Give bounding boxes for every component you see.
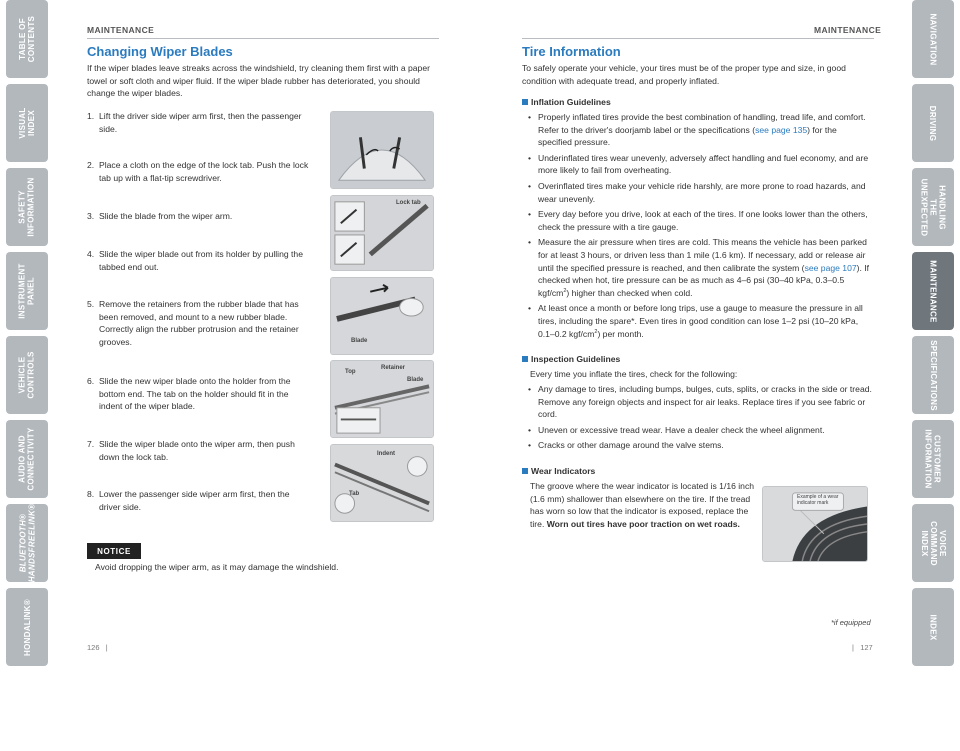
wiper-step-7: 7. Slide the wiper blade onto the wiper arm, then push down the lock tab. [87,439,295,462]
section-marker-icon [522,99,528,105]
inflation-heading: Inflation Guidelines [522,97,611,107]
link-page-135[interactable]: see page 135 [755,124,808,135]
inspection-intro: Every time you inflate the tires, check for the following: [530,369,738,379]
tab-voice-command-index[interactable]: VOICE COMMAND INDEX [912,504,954,582]
wiper-step-8: 8. Lower the passenger side wiper arm first, then the driver side. [87,489,290,512]
list-item: • Cracks or other damage around the valve stems. [528,439,873,452]
section-marker-icon [522,468,528,474]
wiper-intro: If the wiper blades leave streaks across the windshield, try cleaning them first with a paper towel or soft cloth and wiper fluid. If the wiper blade rubber has deteriorated, you should change the wiper blades. [87,63,430,99]
wiper-step-2: 2. Place a cloth on the edge of the lock tab. Push the lock tab up with a flat-tip screwdriver. [87,160,309,183]
wiper-step-4: 4. Slide the wiper blade out from its holder by pulling the tabbed end out. [87,249,303,272]
windshield-illustration [330,111,434,189]
right-section-tabs [912,0,954,700]
tab-instrument-panel[interactable]: INSTRUMENT PANEL [6,252,48,330]
notice-text: Avoid dropping the wiper arm, as it may damage the windshield. [95,562,339,572]
wear-heading: Wear Indicators [522,466,595,476]
list-item: • Measure the air pressure when tires are cold. This means the vehicle has been parked for at least 3 hours, or driven less than 1 mile (1.6 km). If necessary, add or release air until the specified pressure is reached, and then calibrate the system (see page 107). If checked when hot, tire pressure can be as much as 4–6 psi (30–40 kPa, 0.3–0.5 kgf/$cm^2$) higher than checked when cold. [528,236,873,299]
label-retainer: Retainer [381,365,406,371]
tab-navigation[interactable]: NAVIGATION [912,0,954,78]
left-header-rule [87,38,439,39]
tab-safety-information[interactable]: SAFETY INFORMATION [6,168,48,246]
notice-badge: NOTICE [87,543,141,559]
wear-indicator-illustration [762,486,868,562]
section-marker-icon [522,356,528,362]
tab-index[interactable]: INDEX [912,588,954,666]
blade-slide-illustration [330,277,434,355]
tab-bluetooth-handsfreelink[interactable]: BLUETOOTH® HANDSFREELINK® [6,504,48,582]
list-item: • Overinflated tires make your vehicle ride harshly, are more prone to road hazards, and wear unevenly. [528,180,873,205]
label-top: Top [345,369,356,375]
inspection-bullets [528,383,873,455]
list-item: • Properly inflated tires provide the best combination of handling, tread life, and comfort. Refer to the driver's doorjamb label or the specifications (see page 135) for the specified pressure. [528,111,873,149]
label-blade-2: Blade [407,377,424,383]
label-blade: Blade [351,338,368,344]
wiper-step-3: 3. Slide the blade from the wiper arm. [87,211,233,221]
inspection-heading: Inspection Guidelines [522,354,620,364]
label-indent: Indent [377,451,395,457]
right-header-rule [522,38,874,39]
tab-maintenance[interactable]: MAINTENANCE [912,252,954,330]
page-title-wiper: Changing Wiper Blades [87,44,233,59]
page-title-tire: Tire Information [522,44,621,59]
label-tab: Tab [349,491,360,497]
tab-table-of-contents[interactable]: TABLE OF CONTENTS [6,0,48,78]
list-item: • Every day before you drive, look at each of the tires. If one looks lower than the others, check the pressure with a tire gauge. [528,208,873,233]
tab-driving[interactable]: DRIVING [912,84,954,162]
link-page-107[interactable]: see page 107 [804,262,857,273]
left-page-number: 126 | [87,643,108,652]
list-item: • Underinflated tires wear unevenly, adversely affect handling and fuel economy, and are more likely to fail from overheating. [528,152,873,177]
label-wear-indicator: Example of a wear indicator mark [797,494,839,506]
left-section-tabs [6,0,48,700]
wear-text: The groove where the wear indicator is located is 1/16 inch (1.6 mm) shallower than elsewhere on the tire. If the tread has worn so low that the indicator is exposed, replace the tire. Worn out tires have poor traction on wet roads. [530,481,755,529]
list-item: • At least once a month or before long trips, use a gauge to measure the pressure in all tires, including the spare*. Even tires in good condition can lose 1–2 psi (10–20 kPa, 0.1–0.2 kgf/$cm^2$) per month. [528,302,873,340]
tire-intro: To safely operate your vehicle, your tires must be of the proper type and size, in good condition with adequate tread, and properly inflated. [522,63,846,86]
indent-tab-illustration [330,444,434,522]
tab-visual-index[interactable]: VISUAL INDEX [6,84,48,162]
wiper-step-6: 6. Slide the new wiper blade onto the holder from the bottom end. The tab on the holder should fit in the indent of the wiper blade. [87,376,291,412]
tab-hondalink[interactable]: HONDALINK® [6,588,48,666]
left-running-head: MAINTENANCE [87,25,155,35]
tab-vehicle-controls[interactable]: VEHICLE CONTROLS [6,336,48,414]
right-running-head: MAINTENANCE [814,25,882,35]
list-item: • Uneven or excessive tread wear. Have a dealer check the wheel alignment. [528,424,873,437]
lock-tab-illustration [330,195,434,271]
tab-handling-unexpected[interactable]: HANDLING THE UNEXPECTED [912,168,954,246]
wiper-step-1: 1. Lift the driver side wiper arm first, then the passenger side. [87,111,302,134]
inflation-bullets [528,111,873,343]
tab-customer-information[interactable]: CUSTOMER INFORMATION [912,420,954,498]
wiper-step-5: 5. Remove the retainers from the rubber blade that has been removed, and mount to a new rubber blade. Correctly align the rubber protrusion and the retainer grooves. [87,299,299,347]
right-page-number: | 127 [852,643,873,652]
tab-specifications[interactable]: SPECIFICATIONS [912,336,954,414]
retainer-illustration [330,360,434,438]
footnote-if-equipped: *if equipped [831,618,871,627]
label-lock-tab: Lock tab [396,200,421,206]
tab-audio-connectivity[interactable]: AUDIO AND CONNECTIVITY [6,420,48,498]
list-item: • Any damage to tires, including bumps, bulges, cuts, splits, or cracks in the side or tread. Remove any foreign objects and inspect for air leaks. Replace tires if you see fabric or cord. [528,383,873,421]
